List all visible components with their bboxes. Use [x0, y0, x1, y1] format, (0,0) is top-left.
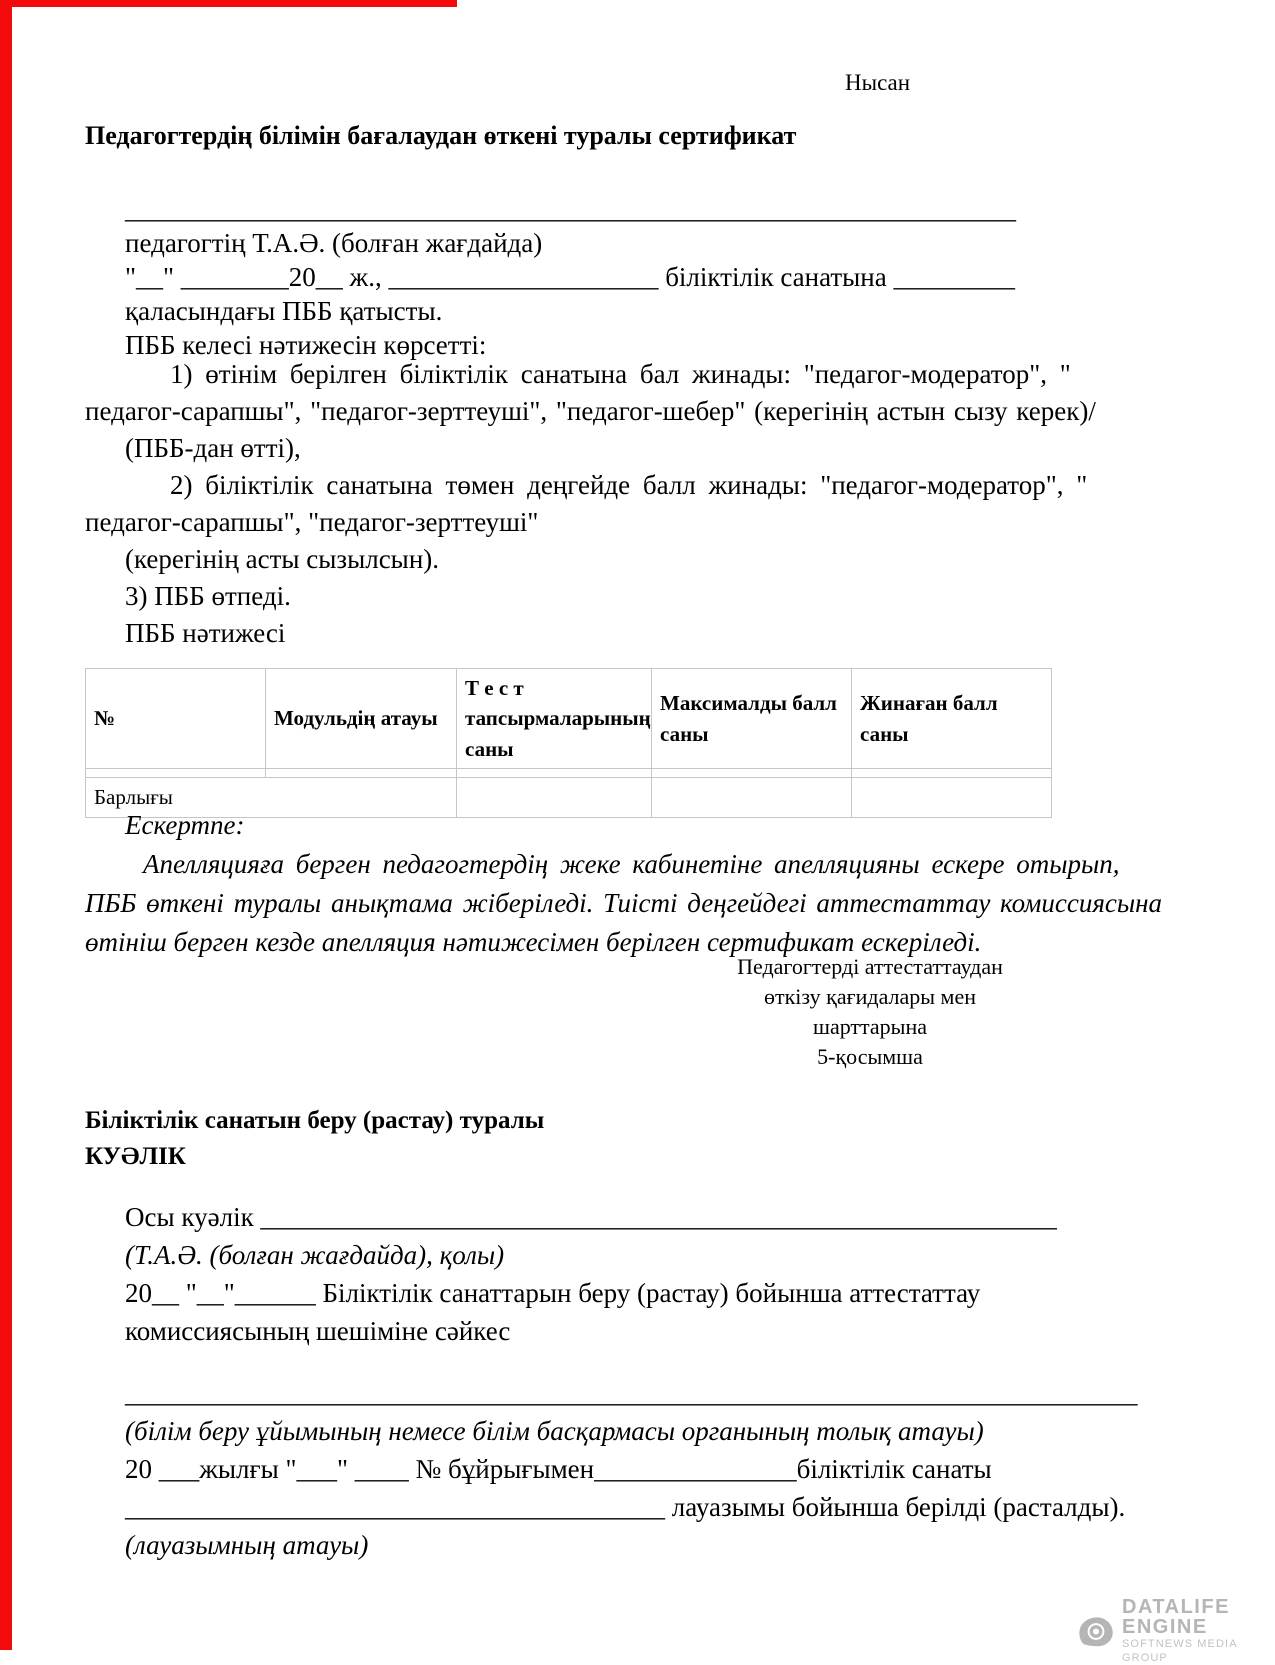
item3-line: 3) ПББ өтпеді.: [125, 581, 291, 611]
license-line-position: ________________________________________ лауазымы бойынша берілді (расталды).: [125, 1492, 1126, 1522]
dle-eye-icon: [1078, 1615, 1114, 1648]
col-header-max-score: Максималды балл саны: [652, 669, 852, 769]
col-header-test-count: Т е с т тапсырмаларының саны: [457, 669, 652, 769]
pbb-results-table: [85, 668, 1052, 818]
line-result-intro: ПББ келесі нәтижесін көрсетті:: [125, 330, 487, 360]
col-header-earned-score: Жинаған балл саны: [852, 669, 1052, 769]
form-label: Нысан: [845, 70, 911, 95]
license-org-note: (білім беру ұйымының немесе білім басқармасы органының толық атауы): [125, 1416, 984, 1446]
line-pedagog-fio: педагогтің Т.А.Ә. (болған жағдайда): [125, 228, 543, 258]
note-line3: өтініш берген кезде апелляция нәтижесімен берілген сертификат ескеріледі.: [85, 927, 982, 957]
certificate-intro-block: [125, 192, 1016, 362]
col-header-module: Модульдің атауы: [266, 669, 457, 769]
brand-subtitle: SOFTNEWS MEDIA GROUP: [1122, 1638, 1238, 1664]
license-title-line1: Біліктілік санатын беру (растау) туралы: [85, 1107, 545, 1134]
item2-line2: педагог-сарапшы", "педагог-зерттеуші": [85, 507, 539, 537]
appendix-line4: 5-қосымша: [817, 1044, 923, 1069]
line-city-pbb: қаласындағы ПББ қатысты.: [125, 296, 443, 326]
datalife-engine-logo[interactable]: [1078, 1597, 1275, 1665]
spacer-cell: [652, 769, 852, 778]
license-line-osy: Осы куәлік ___________________________________________________________: [125, 1202, 1057, 1232]
appendix-line1: Педагогтерді аттестаттаудан: [737, 954, 1003, 979]
license-fio-note: (Т.А.Ә. (болған жағдайда), қолы): [125, 1240, 505, 1270]
spacer-cell: [852, 769, 1052, 778]
table-header-row: [86, 669, 1052, 769]
license-line-order: 20 ___жылғы "___" ____ № бұйрығымен_______________біліктілік санаты: [125, 1454, 992, 1484]
logo-text-group: [1122, 1597, 1275, 1665]
spacer-cell: [86, 769, 266, 778]
col-header-number: №: [86, 669, 266, 769]
note-line2: ПББ өткені туралы анықтама жіберіледі. Тиісті деңгейдегі аттестаттау комиссиясына: [85, 888, 1163, 918]
item1-line3: (ПББ-дан өтті),: [125, 433, 301, 463]
appendix-reference-block: [670, 952, 1070, 1072]
license-underscore-line: ___________________________________________________________________________: [125, 1378, 1138, 1408]
total-label-cell: Барлығы: [86, 778, 457, 817]
item1-line1: 1) өтінім берілген біліктілік санатына бал жинады: "педагог-модератор", ": [170, 359, 1071, 389]
item2-line1: 2) біліктілік санатына төмен деңгейде балл жинады: "педагог-модератор", ": [170, 470, 1088, 500]
note-block: [85, 806, 1163, 962]
appendix-line2: өткізу қағидалары мен: [763, 984, 977, 1009]
license-position-note: (лауазымның атауы): [125, 1530, 369, 1560]
table-caption: ПББ нәтижесі: [125, 618, 286, 648]
results-list-block: [85, 356, 1135, 652]
line-date-category: "__" ________20__ ж., ____________________ біліктілік санатына _________: [125, 262, 1015, 292]
table-spacer-row: [86, 769, 1052, 778]
red-left-border: [0, 0, 12, 1650]
license-body-block: [125, 1198, 1138, 1564]
license-heading-block: [85, 1103, 544, 1175]
item2-line3: (керегінің асты сызылсын).: [125, 544, 440, 574]
appendix-line3: шарттарына: [813, 1014, 927, 1039]
red-top-border: [0, 0, 457, 7]
note-line1: Апелляцияға берген педагогтердің жеке кабинетіне апелляцияны ескере отырып,: [143, 849, 1120, 879]
spacer-cell: [457, 769, 652, 778]
spacer-cell: [266, 769, 457, 778]
license-title-line2: КУӘЛІК: [85, 1143, 186, 1170]
note-label: Ескертпе:: [125, 810, 245, 840]
license-line-decision: 20__ "__"______ Біліктілік санаттарын беру (растау) бойынша аттестаттау: [125, 1278, 981, 1308]
underscore-line-fio: __________________________________________________________________: [125, 194, 1016, 224]
brand-name: DATALIFE ENGINE: [1122, 1596, 1230, 1638]
item1-line2: педагог-сарапшы", "педагог-зерттеуші", "педагог-шебер" (керегінің астын сызу керек)/: [85, 396, 1096, 426]
license-line-commission: комиссиясының шешіміне сәйкес: [125, 1316, 511, 1346]
certificate-title: Педагогтердің білімін бағалаудан өткені туралы сертификат: [85, 121, 797, 150]
